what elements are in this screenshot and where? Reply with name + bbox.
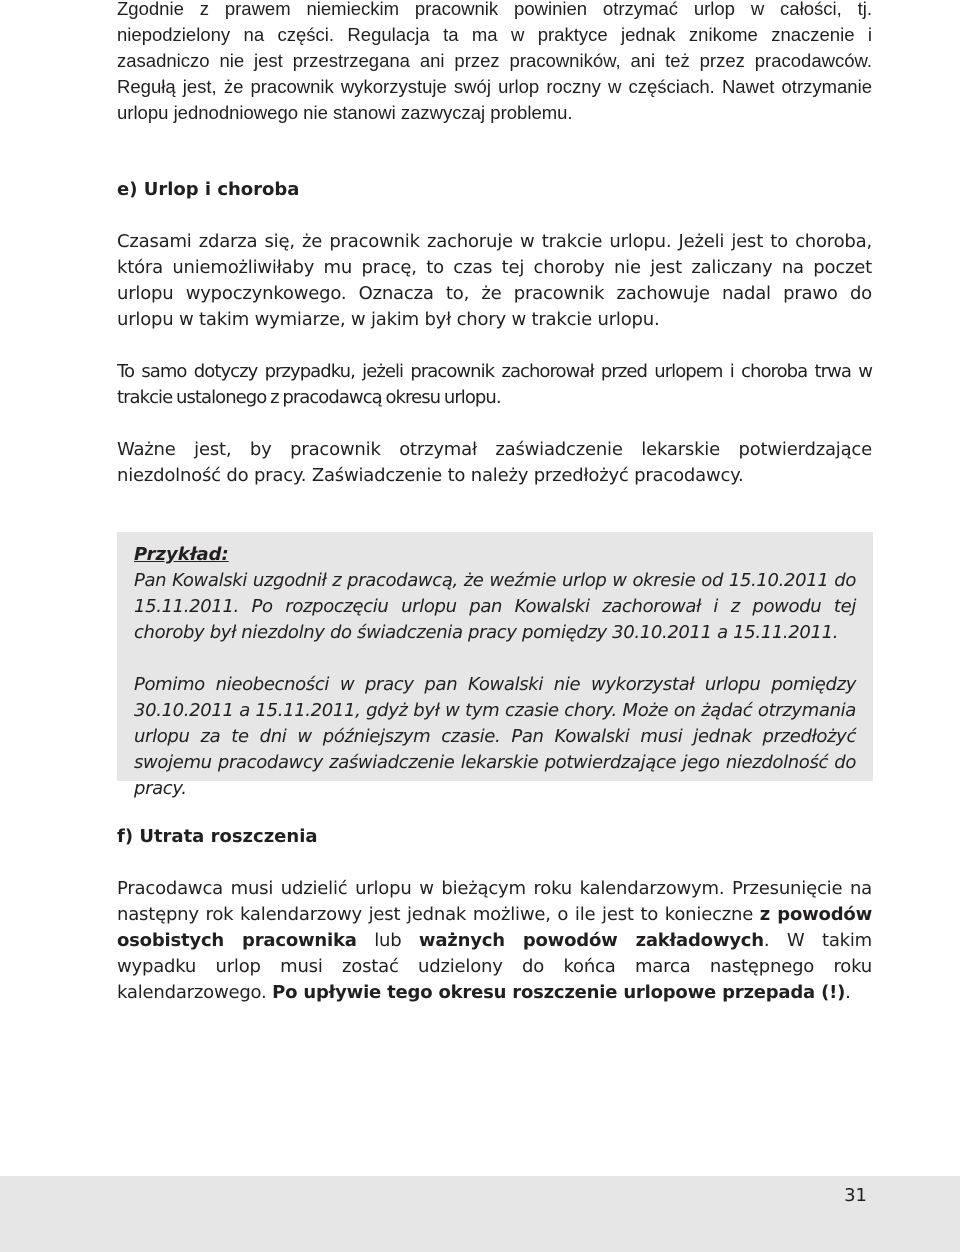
section-e-paragraph-2: To samo dotyczy przypadku, jeżeli pracownik zachorował przed urlopem i choroba trwa w trakcie ustalonego z pracodawcą okresu urlopu. — [117, 361, 872, 408]
example-paragraph-1: Pan Kowalski uzgodnił z pracodawcą, że weźmie urlop w okresie od 15.10.2011 do 15.11.2011. Po rozpoczęciu urlopu pan Kowalski zachorował i z powodu tej choroby był niezdolny do świadczenia pracy pomiędzy 30.10.2011 a 15.11.2011. — [134, 570, 856, 643]
section-f-text-2: lub — [356, 930, 419, 951]
section-f-bold-3: Po upływie tego okresu roszczenie urlopowe przepada (!) — [272, 982, 846, 1003]
section-f-text-1: Pracodawca musi udzielić urlopu w bieżącym roku kalendarzowym. Przesunięcie na następny rok kalendarzowy jest jednak możliwe, o ile jest to konieczne — [117, 878, 872, 925]
section-f-paragraph — [117, 876, 872, 1006]
section-f-text-3: . W takim wypadku urlop musi zostać udzielony do końca marca następnego roku kalendarzowego. — [117, 930, 873, 1003]
section-f-text-4: . — [845, 982, 851, 1003]
footer-bar — [0, 1176, 960, 1252]
example-box — [117, 532, 873, 799]
section-e-paragraph-3: Ważne jest, by pracownik otrzymał zaświadczenie lekarskie potwierdzające niezdolność do pracy. Zaświadczenie to należy przedłożyć pracodawcy. — [117, 439, 872, 486]
section-f-bold-1: z powodów osobistych pracownika — [117, 904, 873, 951]
page-number: 31 — [844, 1185, 867, 1206]
example-content — [134, 542, 856, 802]
section-f-bold-2: ważnych powodów zakładowych — [418, 930, 764, 951]
example-title: Przykład: — [134, 544, 229, 565]
section-e-paragraph-1: Czasami zdarza się, że pracownik zachoruje w trakcie urlopu. Jeżeli jest to choroba, która uniemożliwiłaby mu pracę, to czas tej choroby nie jest zaliczany na poczet urlopu wypoczynkowego. Oznacza to, że pracownik zachowuje nadal prawo do urlopu w takim wymiarze, w jakim był chory w trakcie urlopu. — [117, 231, 872, 330]
intro-paragraph: Zgodnie z prawem niemieckim pracownik powinien otrzymać urlop w całości, tj. niepodzielony na części. Regulacja ta ma w praktyce jednak znikome znaczenie i zasadniczo nie jest przestrzegana ani przez pracowników, ani też przez pracodawców. Regułą jest, że pracownik wykorzystuje swój urlop roczny w częściach. Nawet otrzymanie urlopu jednodniowego nie stanowi zazwyczaj problemu. — [117, 0, 872, 123]
section-f-heading: f) Utrata roszczenia — [117, 826, 318, 847]
example-paragraph-2: Pomimo nieobecności w pracy pan Kowalski nie wykorzystał urlopu pomiędzy 30.10.2011 a 15.11.2011, gdyż był w tym czasie chory. Może on żądać otrzymania urlopu za te dni w późniejszym czasie. Pan Kowalski musi jednak przedłożyć swojemu pracodawcy zaświadczenie lekarskie potwierdzające jego niezdolność do pracy. — [134, 674, 856, 799]
section-e-heading: e) Urlop i choroba — [117, 179, 300, 200]
